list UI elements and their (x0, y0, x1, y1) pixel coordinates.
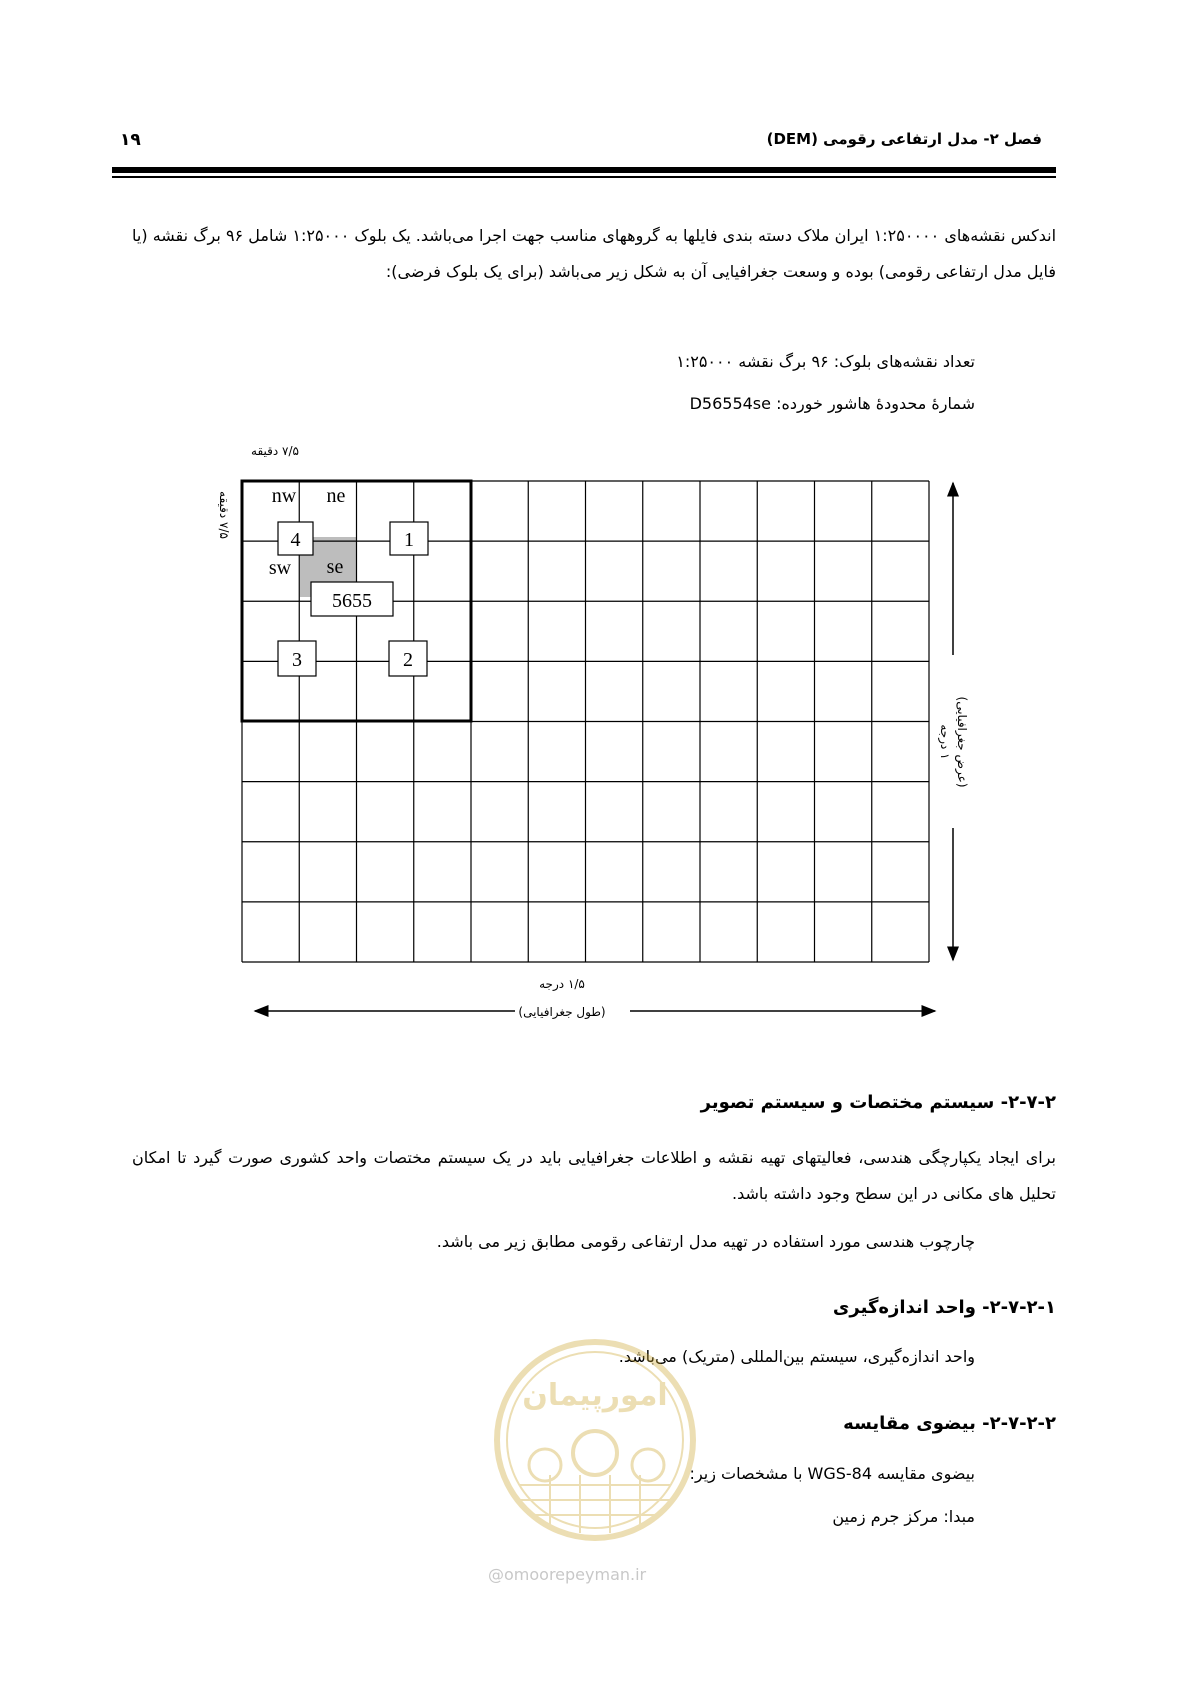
box-1: 1 (404, 529, 414, 551)
subsection-2-text2: مبدا: مرکز جرم زمین (832, 1507, 975, 1526)
section-paragraph (132, 1140, 1056, 1212)
box-2: 2 (403, 649, 413, 671)
block-count-line: تعداد نقشه‌های بلوک: ۹۶ برگ نقشه ۱:۲۵۰۰۰ (676, 352, 975, 371)
watermark-logo-text: امورپیمان (522, 1378, 668, 1413)
quadrant-ne: ne (326, 485, 346, 507)
section-para1: برای ایجاد یکپارچگی هندسی، فعالیتهای تهیه نقشه و اطلاعات جغرافیایی باید در یک سیستم مختصات واحد کشوری صورت گیرد تا امکان تحلیل های مکانی در این سطح وجود داشته باشد. (132, 1148, 1056, 1203)
bottom-label-1: ۱/۵ درجه (539, 977, 585, 991)
right-label-1: ۱ درجه (938, 724, 952, 760)
page-number: ۱۹ (120, 130, 141, 150)
watermark-logo (490, 1335, 700, 1545)
chapter-title: فصل ۲- مدل ارتفاعی رقومی (DEM) (766, 130, 1042, 148)
hatched-range-line: شمارهٔ محدودهٔ هاشور خورده: D56554se (689, 394, 975, 413)
box-4: 4 (290, 529, 301, 551)
right-label-2: (عرض جغرافیایی) (955, 696, 969, 788)
section-para2: چارچوب هندسی مورد استفاده در تهیه مدل ارتفاعی رقومی مطابق زیر می باشد. (436, 1232, 975, 1251)
quadrant-sw: sw (268, 557, 292, 579)
quadrant-nw: nw (271, 485, 297, 507)
subsection-1-heading: ۲-۷-۲-۱- واحد اندازه‌گیری (832, 1297, 1056, 1318)
box-3: 3 (292, 649, 302, 671)
bottom-label-2: (طول جغرافیایی) (518, 1005, 606, 1019)
quadrant-se: se (326, 556, 344, 578)
subsection-1-text: واحد اندازه‌گیری، سیستم بین‌المللی (متریک) می‌باشد. (618, 1347, 975, 1366)
section-heading: ۲-۷-۲- سیستم مختصات و سیستم تصویر (700, 1092, 1056, 1113)
subsection-2-text1: بیضوی مقایسه WGS-84 با مشخصات زیر: (689, 1464, 975, 1483)
subsection-2-heading: ۲-۷-۲-۲- بیضوی مقایسه (843, 1413, 1056, 1434)
left-label: ۷/۵ دقیقه (217, 491, 231, 539)
watermark-url: @omoorepeyman.ir (488, 1565, 647, 1584)
intro-text: اندکس نقشه‌های ۱:۲۵۰۰۰۰ ایران ملاک دسته بندی فایلها به گروههای مناسب جهت اجرا می‌باشد. یک بلوک ۱:۲۵۰۰۰ شامل ۹۶ برگ نقشه (یا فایل مدل ارتفاعی رقومی) بوده و وسعت جغرافیایی آن به شکل زیر می‌باشد (برای یک بلوک فرضی): (132, 226, 1057, 281)
center-box: 5655 (332, 590, 372, 612)
top-label: ۷/۵ دقیقه (251, 444, 299, 458)
